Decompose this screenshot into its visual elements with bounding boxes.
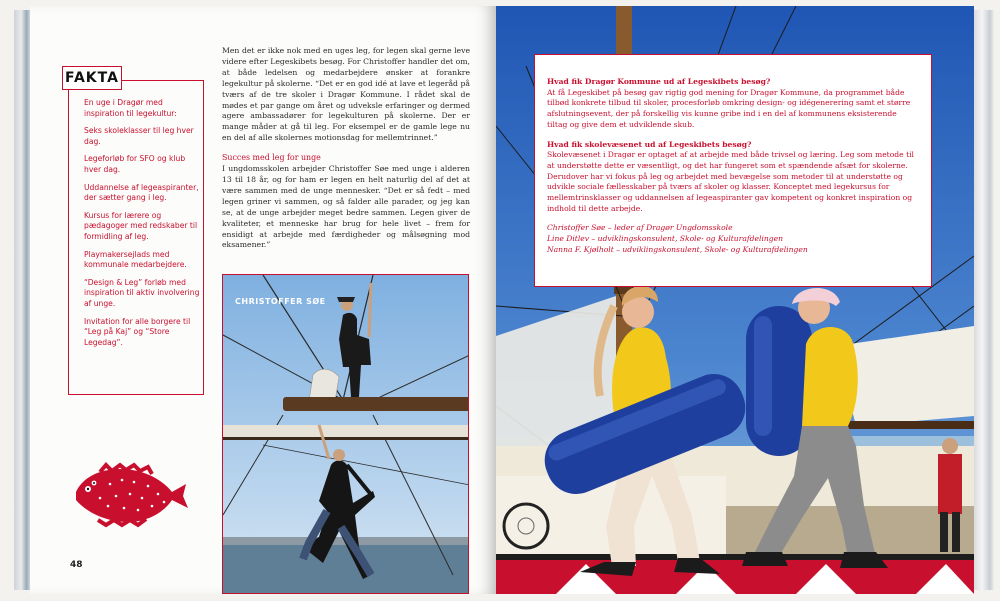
signature-line: Line Ditlev – udviklingskonsulent, Skole- og Kulturafdelingen	[547, 234, 784, 244]
body-paragraph: Men det er ikke nok med en uges leg, for legen skal gerne leve videre efter Legeskibets besøg. For Christoffer handler det om, at både ledelsen og medarbejdere ønsker at forankre legekultur på skolerne. “Det er en god idé at lave et legeråd på tværs af de tre skoler i Dragør Kommune. I rådet skal de mødes et par gange om året og udveksle erfaringer og dermed agere ambassadører for legekulturen på skolerne. Der er mange måder at gå til leg. For eksempel er de gamle lege nu en del af alle skolernes motionsdag for mellemtrinnet.”	[222, 46, 470, 143]
question-heading: Hvad fik Dragør Kommune ud af Legeskibets besøg?	[547, 77, 771, 86]
fakta-item: Kursus for lærere og pædagoger med redskaber til formidling af leg.	[84, 210, 198, 241]
fakta-item: Uddannelse af legeaspiranter, der sætter gang i leg.	[84, 182, 199, 203]
fakta-item: “Design & Leg” forløb med inspiration til aktiv involvering af unge.	[84, 277, 200, 308]
fakta-item: Legeforløb for SFO og klub hver dag.	[84, 154, 186, 174]
fakta-list	[84, 98, 204, 355]
question-heading: Hvad fik skolevæsenet ud af Legeskibets besøg?	[547, 139, 752, 149]
body-text-column	[222, 46, 470, 260]
ship-photo-illustration	[223, 275, 469, 594]
ship-photo	[222, 274, 469, 594]
info-box	[534, 54, 932, 287]
photo-caption: CHRISTOFFER SØE	[235, 297, 326, 306]
page-number: 48	[70, 560, 83, 570]
answer-paragraph: Skolevæsenet i Dragør er optaget af at arbejde med både trivsel og læring. Leg som metode til at understøtte dette er væsentligt, og det har fungeret som et spændende afsæt for skolerne. Derudover har vi fokus på leg og arbejdet med bevægelse som metoder til at understøtte og udvikle sociale fællesskaber på tværs af skoler og klasser. Konceptet med legekursus for mellemtrinsklasser og uddannelsen af legeaspiranter gav kompetent og konkret inspiration og indhold til dette arbejde.	[547, 150, 914, 213]
fakta-label: FAKTA	[62, 66, 122, 90]
right-page-edges	[974, 10, 994, 590]
fakta-item: Playmakersejlads med kommunale medarbejdere.	[84, 249, 187, 270]
body-paragraph: I ungdomsskolen arbejder Christoffer Søe med unge i alderen 13 til 18 år, og for ham er legen en helt naturlig del af det at være sammen med de unge mennesker. “Det er så fedt – med legen griner vi sammen, og så falder alle parader, og jeg kan se, at de unge arbejder meget bedre sammen. Legen giver de kvaliteter, et menneske har brug for hele livet – frem for ensidigt at arbejde med færdigheder og målsøgning mod eksamener.”	[222, 164, 470, 250]
right-page	[496, 6, 974, 594]
section-subheading: Succes med leg for unge	[222, 153, 321, 163]
fakta-item: Invitation for alle borgere til “Leg på Kaj” og “Store Legedag”.	[84, 316, 191, 347]
signature-line: Christoffer Søe – leder af Dragør Ungdomsskole	[547, 223, 733, 233]
answer-paragraph: At få Legeskibet på besøg gav rigtig god mening for Dragør Kommune, da programmet både tilbød konkrete tilbud til skoler, procesforløb omkring design- og idégenerering samt et større afslutningsevent, der på forskellig vis kunne gribe ind i en del af kommunens eksisterende tiltag og give dem et udviklende skub.	[547, 87, 911, 129]
fakta-item: En uge i Dragør med inspiration til legekultur:	[84, 98, 177, 118]
flatfish-illustration	[70, 462, 190, 528]
fakta-item: Seks skoleklasser til leg hver dag.	[84, 126, 194, 146]
signature-line: Nanna F. Kjølholt – udviklingskonsulent, Skole- og Kulturafdelingen	[547, 244, 808, 254]
